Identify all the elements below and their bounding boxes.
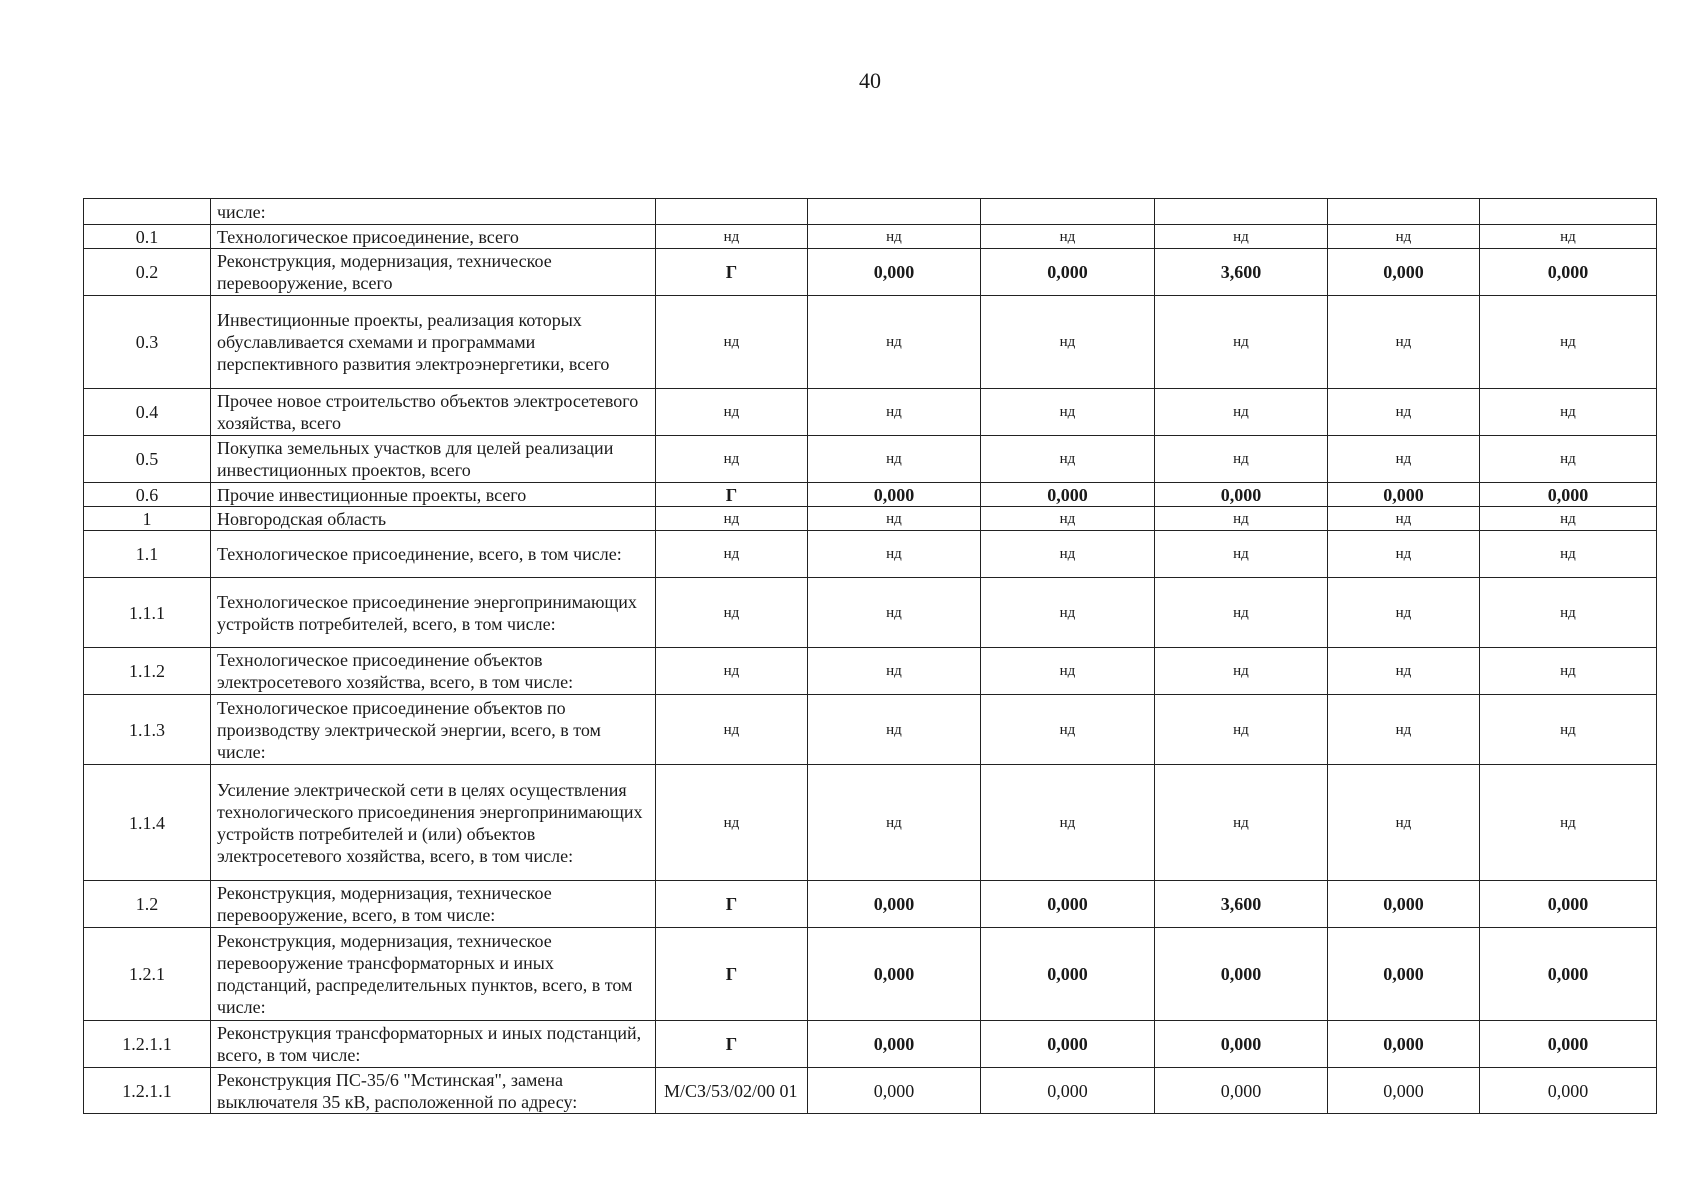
row-name: Технологическое присоединение объектов электросетевого хозяйства, всего, в том числе:: [211, 648, 656, 695]
row-code: Г: [656, 1021, 808, 1068]
row-value: 0,000: [808, 483, 981, 507]
row-value: 0,000: [808, 249, 981, 296]
row-value: 0,000: [1328, 1068, 1480, 1114]
row-name: Прочие инвестиционные проекты, всего: [211, 483, 656, 507]
row-value: 0,000: [808, 1021, 981, 1068]
row-number: 1.2.1: [84, 928, 211, 1021]
row-value: 0,000: [1328, 1021, 1480, 1068]
row-value: нд: [1328, 648, 1480, 695]
table-row: [84, 531, 1657, 578]
table-row: [84, 249, 1657, 296]
row-value: 0,000: [1155, 1021, 1328, 1068]
row-value: 0,000: [1328, 928, 1480, 1021]
row-number: 1.1.2: [84, 648, 211, 695]
row-value: нд: [808, 225, 981, 249]
row-code: нд: [656, 225, 808, 249]
row-code: нд: [656, 648, 808, 695]
row-value: нд: [1328, 765, 1480, 881]
row-value: 0,000: [981, 1021, 1155, 1068]
investment-program-table: [83, 198, 1657, 1114]
row-name: Технологическое присоединение энергопринимающих устройств потребителей, всего, в том числе:: [211, 578, 656, 648]
row-value: нд: [1155, 695, 1328, 765]
row-value: нд: [981, 436, 1155, 483]
table-row: [84, 225, 1657, 249]
table-row: [84, 578, 1657, 648]
row-name: Реконструкция ПС-35/6 "Мстинская", замена выключателя 35 кВ, расположенной по адресу:: [211, 1068, 656, 1114]
row-number: 1.2: [84, 881, 211, 928]
row-value: нд: [1480, 225, 1657, 249]
row-value: 0,000: [808, 1068, 981, 1114]
row-value: нд: [1328, 225, 1480, 249]
table-row: [84, 928, 1657, 1021]
row-name: Прочее новое строительство объектов электросетевого хозяйства, всего: [211, 389, 656, 436]
row-code: нд: [656, 765, 808, 881]
row-value: нд: [1155, 578, 1328, 648]
row-number: 1.1.4: [84, 765, 211, 881]
row-value: нд: [1480, 507, 1657, 531]
row-number: 0.5: [84, 436, 211, 483]
row-value: нд: [1155, 507, 1328, 531]
row-number: [84, 199, 211, 225]
row-name: Технологическое присоединение, всего: [211, 225, 656, 249]
table-row: [84, 389, 1657, 436]
row-value: 0,000: [981, 881, 1155, 928]
row-value: нд: [1480, 436, 1657, 483]
row-value: нд: [981, 765, 1155, 881]
row-value: 0,000: [981, 483, 1155, 507]
row-code: Г: [656, 483, 808, 507]
row-value: нд: [981, 578, 1155, 648]
row-number: 1.2.1.1: [84, 1021, 211, 1068]
row-value: 0,000: [1328, 249, 1480, 296]
row-value: 0,000: [1328, 483, 1480, 507]
table-row: [84, 436, 1657, 483]
row-value: нд: [808, 695, 981, 765]
table-row: [84, 1021, 1657, 1068]
row-value: нд: [1155, 296, 1328, 389]
row-value: нд: [808, 765, 981, 881]
table-row: [84, 483, 1657, 507]
row-name: Реконструкция, модернизация, техническое перевооружение, всего: [211, 249, 656, 296]
row-value: нд: [1480, 695, 1657, 765]
row-number: 0.3: [84, 296, 211, 389]
row-code: нд: [656, 389, 808, 436]
row-number: 1.1.3: [84, 695, 211, 765]
row-number: 0.4: [84, 389, 211, 436]
row-value: 0,000: [981, 928, 1155, 1021]
row-name: Покупка земельных участков для целей реализации инвестиционных проектов, всего: [211, 436, 656, 483]
row-name: Усиление электрической сети в целях осуществления технологического присоединения энергопринимающих устройств потребителей и (или) объектов электросетевого хозяйства, всего, в том числе:: [211, 765, 656, 881]
row-value: нд: [981, 695, 1155, 765]
row-value: нд: [1328, 507, 1480, 531]
row-value: 0,000: [808, 881, 981, 928]
row-value: [808, 199, 981, 225]
row-name: Реконструкция трансформаторных и иных подстанций, всего, в том числе:: [211, 1021, 656, 1068]
row-name: Технологическое присоединение, всего, в том числе:: [211, 531, 656, 578]
row-value: нд: [981, 225, 1155, 249]
row-name: Инвестиционные проекты, реализация которых обуславливается схемами и программами перспективного развития электроэнергетики, всего: [211, 296, 656, 389]
row-number: 0.2: [84, 249, 211, 296]
row-value: нд: [1328, 436, 1480, 483]
row-code: [656, 199, 808, 225]
row-value: нд: [808, 531, 981, 578]
row-value: нд: [1155, 436, 1328, 483]
row-value: нд: [808, 648, 981, 695]
row-code: нд: [656, 695, 808, 765]
row-value: нд: [1328, 296, 1480, 389]
row-value: нд: [1480, 296, 1657, 389]
row-number: 1.1: [84, 531, 211, 578]
row-value: 0,000: [1480, 483, 1657, 507]
row-code: нд: [656, 507, 808, 531]
row-name: Реконструкция, модернизация, техническое перевооружение трансформаторных и иных подстанций, распределительных пунктов, всего, в том числе:: [211, 928, 656, 1021]
row-value: нд: [981, 531, 1155, 578]
row-code: нд: [656, 296, 808, 389]
row-value: 3,600: [1155, 249, 1328, 296]
row-value: 0,000: [1480, 881, 1657, 928]
row-code: Г: [656, 928, 808, 1021]
row-value: нд: [1328, 695, 1480, 765]
row-number: 0.1: [84, 225, 211, 249]
row-value: 0,000: [1480, 928, 1657, 1021]
table-row: [84, 1068, 1657, 1114]
row-value: 3,600: [1155, 881, 1328, 928]
row-name: Технологическое присоединение объектов по производству электрической энергии, всего, в том числе:: [211, 695, 656, 765]
row-value: 0,000: [981, 249, 1155, 296]
row-value: нд: [1155, 531, 1328, 578]
row-value: нд: [1155, 648, 1328, 695]
row-code: нд: [656, 578, 808, 648]
table-row: [84, 695, 1657, 765]
row-name: числе:: [211, 199, 656, 225]
row-value: нд: [1155, 389, 1328, 436]
row-value: 0,000: [1480, 249, 1657, 296]
row-value: нд: [981, 296, 1155, 389]
row-value: 0,000: [1328, 881, 1480, 928]
row-value: 0,000: [1155, 928, 1328, 1021]
row-name: Новгородская область: [211, 507, 656, 531]
table-row: [84, 765, 1657, 881]
row-value: 0,000: [981, 1068, 1155, 1114]
page-number: 40: [859, 68, 881, 93]
row-value: [1480, 199, 1657, 225]
row-value: нд: [1480, 531, 1657, 578]
row-code: нд: [656, 531, 808, 578]
row-value: нд: [1480, 765, 1657, 881]
row-value: нд: [1328, 578, 1480, 648]
row-value: 0,000: [1480, 1021, 1657, 1068]
row-value: нд: [1480, 648, 1657, 695]
row-value: 0,000: [1480, 1068, 1657, 1114]
table-row: [84, 881, 1657, 928]
table-row: [84, 648, 1657, 695]
table-row: [84, 507, 1657, 531]
row-value: нд: [981, 507, 1155, 531]
row-code: нд: [656, 436, 808, 483]
row-number: 1.2.1.1: [84, 1068, 211, 1114]
table-row: [84, 296, 1657, 389]
table-row: [84, 199, 1657, 225]
row-value: нд: [808, 507, 981, 531]
row-value: 0,000: [1155, 483, 1328, 507]
row-value: нд: [808, 578, 981, 648]
row-code: Г: [656, 249, 808, 296]
row-value: нд: [1155, 765, 1328, 881]
row-value: нд: [1480, 578, 1657, 648]
row-code: М/СЗ/53/02/00 01: [656, 1068, 808, 1114]
row-value: [1155, 199, 1328, 225]
row-value: 0,000: [808, 928, 981, 1021]
row-name: Реконструкция, модернизация, техническое перевооружение, всего, в том числе:: [211, 881, 656, 928]
row-value: нд: [1328, 531, 1480, 578]
row-code: Г: [656, 881, 808, 928]
row-value: нд: [1155, 225, 1328, 249]
row-value: нд: [981, 389, 1155, 436]
row-value: 0,000: [1155, 1068, 1328, 1114]
row-value: нд: [808, 296, 981, 389]
row-value: нд: [981, 648, 1155, 695]
row-value: нд: [1328, 389, 1480, 436]
row-value: нд: [808, 389, 981, 436]
row-value: [981, 199, 1155, 225]
row-number: 1: [84, 507, 211, 531]
row-number: 1.1.1: [84, 578, 211, 648]
row-value: [1328, 199, 1480, 225]
row-value: нд: [808, 436, 981, 483]
row-number: 0.6: [84, 483, 211, 507]
row-value: нд: [1480, 389, 1657, 436]
